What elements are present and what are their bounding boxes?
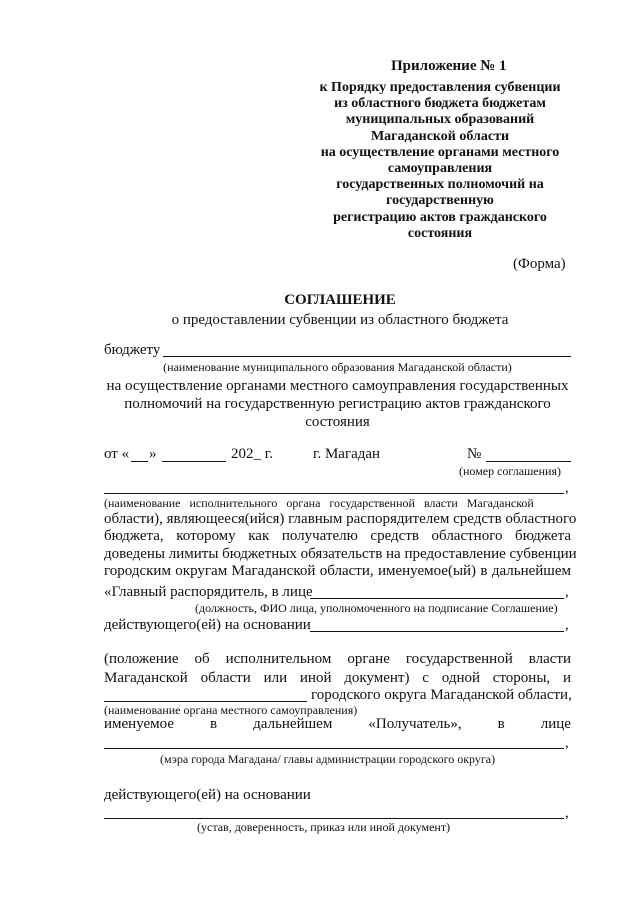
word: Магаданской: [104, 670, 188, 686]
word: лице: [540, 716, 571, 732]
word: (положение: [104, 651, 179, 667]
form-label: (Форма): [513, 256, 566, 272]
side-line: [104, 670, 571, 687]
named-line: [104, 716, 571, 733]
date-from: от «: [104, 446, 130, 462]
budget-field-line[interactable]: [163, 356, 571, 357]
date-quote-close: »: [149, 446, 157, 462]
word: именуемое: [104, 716, 174, 732]
word: одной: [441, 670, 481, 686]
budget-purpose: [104, 377, 571, 431]
word: государственной: [405, 651, 513, 667]
appendix-line: муниципальных образований: [345, 112, 535, 128]
word: стороны,: [492, 670, 551, 686]
appendix-text: [300, 80, 580, 242]
mayor-field-line[interactable]: [104, 748, 564, 749]
purpose-line: полномочий на государственную регистрацию актов гражданского: [124, 396, 551, 412]
charter-field-line[interactable]: [104, 818, 564, 819]
appendix-line: к Порядку предоставления субвенции: [319, 80, 561, 95]
representative-field-line[interactable]: [310, 598, 564, 599]
organ-field-line[interactable]: [104, 493, 564, 494]
word: и: [562, 670, 571, 686]
comma: ,: [565, 617, 569, 633]
city: г. Магадан: [313, 446, 381, 462]
appendix-line: Магаданской области: [370, 128, 510, 144]
number-sign: №: [467, 446, 482, 462]
organ-line: области), являющееся(ийся) главным распорядителем средств областного: [104, 511, 577, 527]
appendix-line: на осуществление органами местного: [320, 144, 560, 160]
purpose-line: состояния: [305, 414, 370, 430]
number-field-line[interactable]: [486, 461, 571, 462]
purpose-line: на осуществление органами местного самоуправления государственных: [106, 378, 569, 394]
word: или: [263, 670, 288, 686]
word: в: [497, 716, 505, 732]
word: власти: [528, 651, 571, 667]
organ-hint-line: [104, 495, 571, 511]
acting2-text: действующего(ей) на основании: [104, 787, 311, 803]
appendix-line: состояния: [407, 225, 473, 241]
agreement-subtitle: о предоставлении субвенции из областного бюджета: [171, 312, 509, 328]
word: области: [200, 670, 251, 686]
organ-line: городским округам Магаданской области, именуемое(ый) в дальнейшем: [104, 563, 571, 580]
appendix-line: государственных полномочий на: [336, 177, 544, 193]
organ-line: бюджета, которому как получателю средств областного бюджета: [104, 528, 571, 545]
agreement-title: СОГЛАШЕНИЕ: [284, 292, 396, 308]
month-field-line[interactable]: [162, 461, 226, 462]
charter-hint: (устав, доверенность, приказ или иной документ): [197, 820, 451, 834]
budget-hint: (наименование муниципального образования Магаданской области): [163, 360, 512, 374]
position-hint: (должность, ФИО лица, уполномоченного на подписание Соглашение): [195, 601, 558, 615]
position-line: [104, 651, 571, 668]
date-year: 202_ г.: [231, 446, 273, 462]
appendix-line: государственную: [386, 193, 494, 209]
word: с: [422, 670, 429, 686]
organ-line: доведены лимиты бюджетных обязательств на предоставление субвенции: [104, 545, 577, 562]
comma: ,: [565, 805, 569, 821]
word: об: [194, 651, 210, 667]
word: в: [210, 716, 218, 732]
appendix-title: Приложение № 1: [391, 58, 507, 74]
appendix-line: из областного бюджета бюджетам: [334, 96, 546, 112]
appendix-line: самоуправления: [387, 161, 493, 177]
city-district-text: городского округа Магаданской области,: [311, 687, 572, 703]
word: исполнительном: [225, 651, 332, 667]
basis-field-line[interactable]: [310, 631, 564, 632]
budget-label: бюджету: [104, 342, 161, 358]
distributor-text: «Главный распорядитель, в лице: [104, 584, 313, 600]
mayor-hint: (мэра города Магадана/ главы администрации городского округа): [160, 752, 496, 766]
organ-hint: (наименование исполнительного органа государственной власти Магаданской: [104, 496, 534, 510]
word: иной: [299, 670, 332, 686]
organ-paragraph: [104, 495, 577, 581]
word: дальнейшем: [253, 716, 333, 732]
comma: ,: [565, 480, 569, 496]
word: документ): [344, 670, 410, 686]
comma: ,: [565, 735, 569, 751]
local-organ-field-line[interactable]: [104, 701, 307, 702]
day-field-line[interactable]: [131, 461, 148, 462]
word: органе: [347, 651, 390, 667]
word: «Получатель»,: [368, 716, 462, 732]
local-organ-hint: (наименование органа местного самоуправления): [104, 703, 358, 717]
comma: ,: [565, 584, 569, 600]
appendix-line: регистрацию актов гражданского: [333, 209, 547, 225]
acting-text: действующего(ей) на основании: [104, 617, 311, 633]
number-hint: (номер соглашения): [459, 464, 561, 478]
